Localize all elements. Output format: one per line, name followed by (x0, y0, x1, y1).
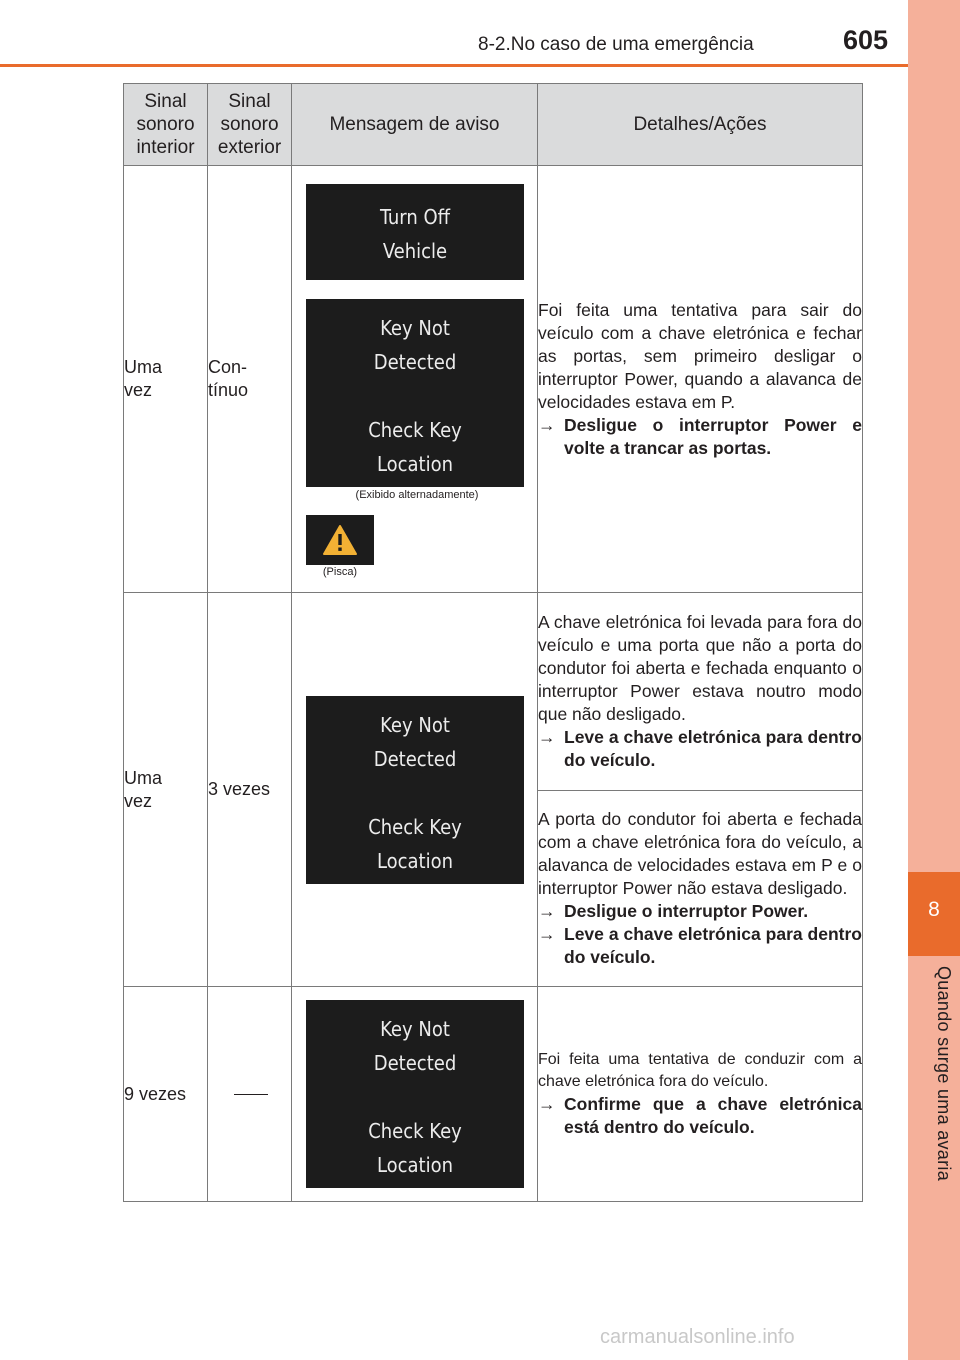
header-details-actions: Detalhes/Ações (538, 84, 863, 166)
header-rule (0, 64, 908, 67)
details-text: Foi feita uma tentativa para sair do veículo com a chave eletrónica e fechar as portas, sem primeiro desligar o interruptor Power, quando a alavanca de velocidades estava em P. (538, 299, 862, 412)
details-cell (538, 987, 863, 1202)
section-title: 8-2.No caso de uma emergência (478, 34, 754, 55)
details-text: A porta do condutor foi aberta e fechada com a chave eletrónica fora do veículo, a alavanca de velocidades estava em P e o interruptor Power não estava desligado. (538, 809, 862, 898)
details-cell (538, 166, 863, 593)
exterior-buzzer-cell: 3 vezes (208, 593, 292, 987)
display-turn-off-vehicle: Turn Off Vehicle (306, 184, 524, 280)
chapter-title: Quando surge uma avaria (934, 966, 954, 1182)
table-row (124, 166, 863, 593)
action-step: → Leve a chave eletrónica para dentro do veículo. (538, 924, 862, 967)
page-number: 605 (843, 25, 889, 55)
details-text: A chave eletrónica foi levada para fora do veículo e uma porta que não a porta do condutor foi aberta e fechada enquanto o interruptor Power estava noutro modo que não desligado. (538, 612, 862, 724)
alternating-caption: (Exibido alternadamente) (355, 489, 479, 501)
header-exterior-buzzer: Sinal sonoro exterior (208, 84, 292, 166)
header-warning-message: Mensagem de aviso (292, 84, 538, 166)
chapter-tab (908, 872, 960, 956)
interior-buzzer-cell: 9 vezes (124, 987, 208, 1202)
details-cell (538, 593, 863, 791)
display-key-not-detected: Key Not Detected Check Key Location (306, 299, 524, 487)
page-header (0, 0, 908, 66)
master-warning-light (306, 515, 374, 565)
arrow-icon: → (538, 1094, 556, 1114)
interior-buzzer-cell: Uma vez (124, 166, 208, 593)
table-row (124, 593, 863, 791)
watermark: carmanualsonline.info (600, 1326, 795, 1348)
table-row (124, 987, 863, 1202)
action-step: → Leve a chave eletrónica para dentro do veículo. (538, 727, 862, 770)
arrow-icon: → (538, 924, 556, 944)
warning-message-cell (292, 987, 538, 1202)
none-dash (234, 1094, 268, 1095)
chapter-number: 8 (928, 898, 940, 921)
arrow-icon: → (538, 727, 556, 747)
exterior-buzzer-cell (208, 987, 292, 1202)
display-key-not-detected: Key Not Detected Check Key Location (306, 696, 524, 884)
display-key-not-detected: Key Not Detected Check Key Location (306, 1000, 524, 1188)
details-cell (538, 791, 863, 987)
action-step: → Desligue o interruptor Power e volte a trancar as portas. (538, 414, 862, 458)
action-step: → Desligue o interruptor Power. (538, 901, 809, 921)
flashing-caption: (Pisca) (322, 566, 358, 578)
details-text: Foi feita uma tentativa de conduzir com a chave eletrónica fora do veículo. (538, 1051, 862, 1090)
action-step: → Confirme que a chave eletrónica está dentro do veículo. (538, 1094, 862, 1137)
header-interior-buzzer: Sinal sonoro interior (124, 84, 208, 166)
arrow-icon: → (538, 414, 556, 435)
warning-message-cell (292, 166, 538, 593)
arrow-icon: → (538, 901, 556, 921)
warning-table (123, 83, 863, 1202)
table-header-row (124, 84, 863, 166)
interior-buzzer-cell: Uma vez (124, 593, 208, 987)
warning-message-cell (292, 593, 538, 987)
warning-triangle-icon (322, 524, 358, 556)
exterior-buzzer-cell: Con- tínuo (208, 166, 292, 593)
